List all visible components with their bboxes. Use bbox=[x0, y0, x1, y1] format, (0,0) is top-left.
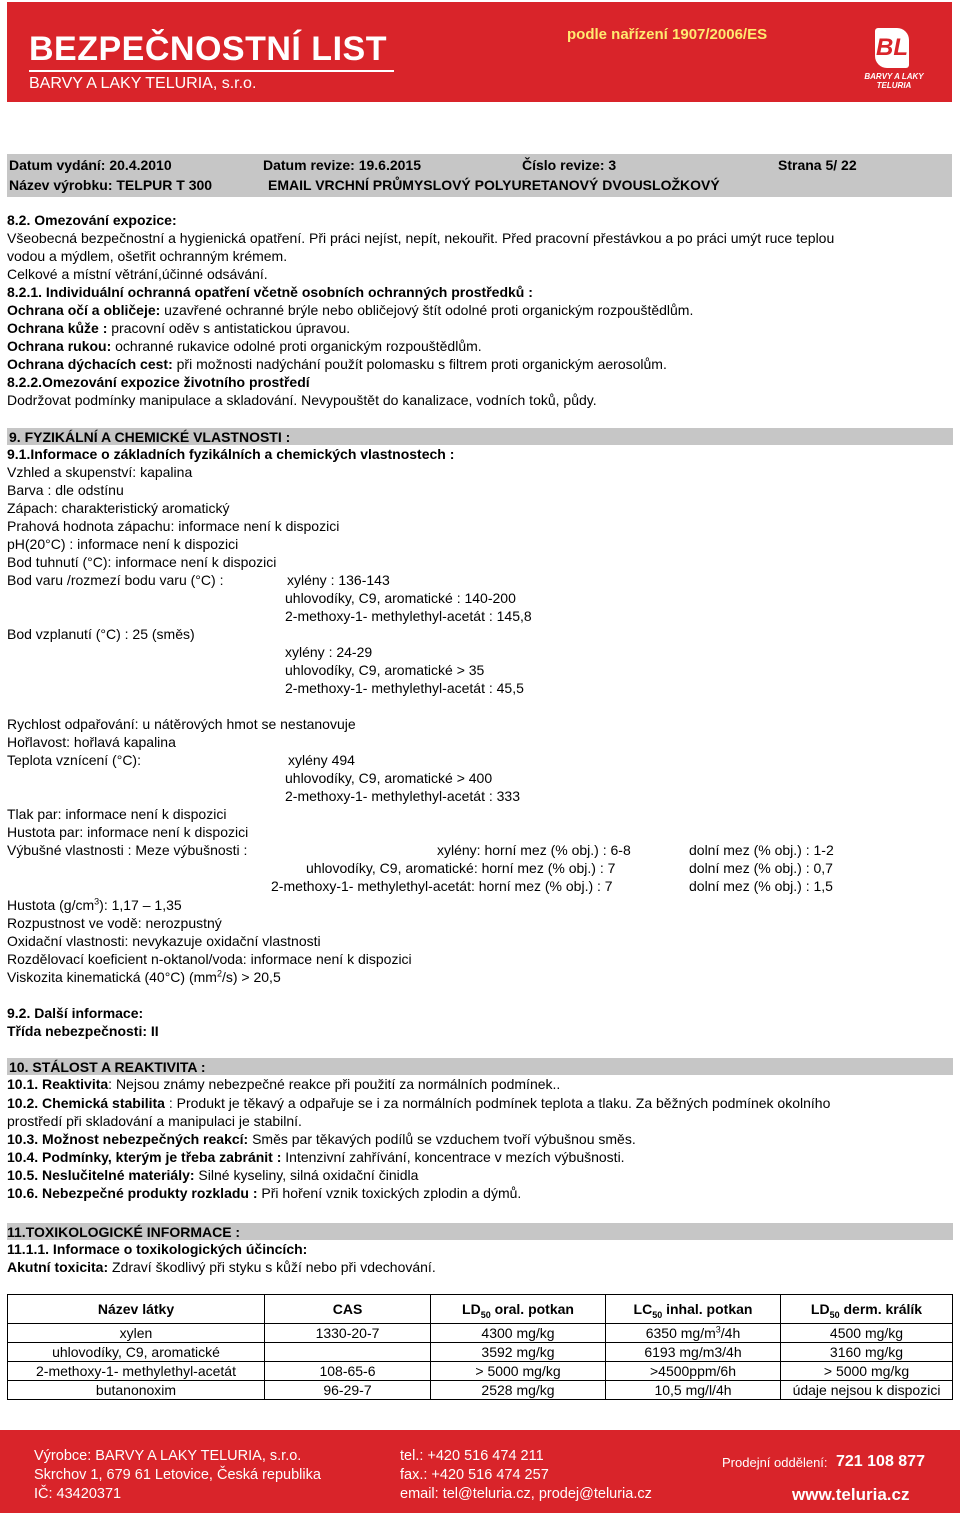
property-solubility: Rozpustnost ve vodě: nerozpustný bbox=[7, 915, 222, 931]
table-row bbox=[8, 1324, 953, 1343]
footer-banner bbox=[0, 1430, 960, 1513]
section-9-heading: 9. FYZIKÁLNÍ A CHEMICKÉ VLASTNOSTI : bbox=[9, 429, 291, 445]
cell-substance: butanonoxim bbox=[8, 1381, 265, 1400]
respiratory-protection-label: Ochrana dýchacích cest: bbox=[7, 356, 173, 372]
cell-ld50-derm: > 5000 mg/kg bbox=[781, 1362, 953, 1381]
cell-substance: uhlovodíky, C9, aromatické bbox=[8, 1343, 265, 1362]
s8-paragraph-line: Všeobecná bezpečnostní a hygienická opatření. Při práci nejíst, nepít, nekouřit. Před pracovní přestávkou a po práci umýt ruce teplou bbox=[7, 230, 835, 246]
header-lc50-inhal-text: LC bbox=[633, 1301, 653, 1317]
environmental-exposure-text: Dodržovat podmínky manipulace a skladování. Nevypouštět do kanalizace, vodních toků, půdy. bbox=[7, 392, 597, 408]
header-ld50-derm bbox=[781, 1295, 953, 1324]
property-flammability: Hořlavost: hořlavá kapalina bbox=[7, 734, 176, 750]
cell-cas: 1330-20-7 bbox=[265, 1324, 431, 1343]
cell-lc50-value: 6350 mg/m bbox=[645, 1325, 716, 1341]
section-8-2-1-heading: 8.2.1. Individuální ochranná opatření včetně osobních ochranných prostředků : bbox=[7, 284, 533, 300]
viscosity-text: Viskozita kinematická (40°C) (mm bbox=[7, 969, 217, 985]
chemical-stability bbox=[7, 1095, 830, 1112]
cell-ld50-derm: 4500 mg/kg bbox=[781, 1324, 953, 1343]
decomposition-products bbox=[7, 1185, 521, 1202]
flash-acetate: 2-methoxy-1- methylethyl-acetát : 45,5 bbox=[285, 680, 524, 696]
density-text: Hustota (g/cm bbox=[7, 897, 95, 913]
cell-lc50-inhal: 10,5 mg/l/4h bbox=[606, 1381, 781, 1400]
cell-lc50-inhal bbox=[606, 1324, 781, 1343]
footer-phone: tel.: +420 516 474 211 bbox=[400, 1448, 544, 1464]
density-unit-superscript: 3 bbox=[94, 896, 100, 907]
logo-text-line2: TELURIA bbox=[876, 81, 912, 90]
header-ld50-oral-suffix: oral. potkan bbox=[490, 1301, 574, 1317]
cell-substance: 2-methoxy-1- methylethyl-acetát bbox=[8, 1362, 265, 1381]
incompatible-materials bbox=[7, 1167, 418, 1184]
property-vapour-density: Hustota par: informace není k dispozici bbox=[7, 824, 249, 840]
cell-ld50-oral: 3592 mg/kg bbox=[431, 1343, 606, 1362]
respiratory-protection-text: při možnosti nadýchání použít polomasku s filtrem proti organickým aerosolům. bbox=[172, 356, 667, 372]
acute-toxicity bbox=[7, 1259, 436, 1276]
cell-ld50-oral: 4300 mg/kg bbox=[431, 1324, 606, 1343]
acute-toxicity-label: Akutní toxicita: bbox=[7, 1259, 109, 1275]
viscosity-unit-superscript: 2 bbox=[216, 968, 222, 979]
chemical-stability-continued: prostředí při skladování a manipulaci je stabilní. bbox=[7, 1113, 302, 1129]
footer-address: Skrchov 1, 679 61 Letovice, Česká republika bbox=[34, 1467, 321, 1483]
cell-lc50-superscript: 3 bbox=[715, 1324, 721, 1335]
title-underline bbox=[29, 70, 394, 72]
header-ld50-derm-text: LD bbox=[810, 1301, 830, 1317]
cell-lc50-inhal: 6193 mg/m3/4h bbox=[606, 1343, 781, 1362]
section-11-1-1-heading: 11.1.1. Informace o toxikologických účincích: bbox=[7, 1241, 308, 1257]
section-11-heading: 11.TOXIKOLOGICKÉ INFORMACE : bbox=[7, 1224, 241, 1240]
hazardous-reactions-label: 10.3. Možnost nebezpečných reakcí: bbox=[7, 1131, 249, 1147]
logo-text-line1: BARVY A LAKY bbox=[864, 72, 924, 81]
skin-protection bbox=[7, 320, 350, 337]
toxicity-table bbox=[7, 1294, 953, 1400]
explosive-lower-acetate: dolní mez (% obj.) : 1,5 bbox=[689, 878, 833, 894]
table-row bbox=[8, 1343, 953, 1362]
property-boiling-label: Bod varu /rozmezí bodu varu (°C) : bbox=[7, 572, 224, 588]
cell-ld50-derm: údaje nejsou k dispozici bbox=[781, 1381, 953, 1400]
explosive-upper-hydrocarbons: uhlovodíky, C9, aromatické: horní mez (% obj.) : 7 bbox=[306, 860, 616, 876]
table-header-row bbox=[8, 1295, 953, 1324]
explosive-lower-hydrocarbons: dolní mez (% obj.) : 0,7 bbox=[689, 860, 833, 876]
property-odour: Zápach: charakteristický aromatický bbox=[7, 500, 230, 516]
cell-ld50-oral: > 5000 mg/kg bbox=[431, 1362, 606, 1381]
flash-hydrocarbons: uhlovodíky, C9, aromatické > 35 bbox=[285, 662, 485, 678]
company-logo bbox=[849, 28, 939, 90]
hand-protection-text: ochranné rukavice odolné proti organickým rozpouštědlům. bbox=[111, 338, 482, 354]
boiling-xylenes: xylény : 136-143 bbox=[287, 572, 390, 588]
explosive-lower-xylenes: dolní mez (% obj.) : 1-2 bbox=[689, 842, 834, 858]
s8-paragraph-line: vodou a mýdlem, ošetřit ochranným krémem. bbox=[7, 248, 288, 264]
incompatible-materials-text: Silné kyseliny, silná oxidační činidla bbox=[194, 1167, 419, 1183]
incompatible-materials-label: 10.5. Neslučitelné materiály: bbox=[7, 1167, 195, 1183]
conditions-to-avoid-label: 10.4. Podmínky, kterým je třeba zabránit : bbox=[7, 1149, 282, 1165]
header-substance: Název látky bbox=[8, 1295, 265, 1324]
reactivity-label: 10.1. Reaktivita bbox=[7, 1076, 109, 1092]
revision-date: Datum revize: 19.6.2015 bbox=[263, 157, 421, 173]
header-ld50-derm-suffix: derm. králík bbox=[839, 1301, 923, 1317]
decomposition-products-text: Při hoření vznik toxických zplodin a dýmů. bbox=[257, 1185, 522, 1201]
footer-company-id: IČ: 43420371 bbox=[34, 1486, 122, 1502]
hazardous-reactions bbox=[7, 1131, 636, 1148]
eye-protection-label: Ochrana očí a obličeje: bbox=[7, 302, 161, 318]
hand-protection-label: Ochrana rukou: bbox=[7, 338, 112, 354]
eye-protection bbox=[7, 302, 693, 319]
respiratory-protection bbox=[7, 356, 667, 373]
skin-protection-label: Ochrana kůže : bbox=[7, 320, 108, 336]
header-lc50-inhal bbox=[606, 1295, 781, 1324]
section-8-2-2-heading: 8.2.2.Omezování expozice životního prostředí bbox=[7, 374, 310, 390]
logo-mark: BL bbox=[875, 28, 909, 68]
cell-ld50-derm: 3160 mg/kg bbox=[781, 1343, 953, 1362]
product-label: Název výrobku: TELPUR T 300 bbox=[9, 177, 213, 193]
section-10-heading: 10. STÁLOST A REAKTIVITA : bbox=[9, 1059, 206, 1075]
chemical-stability-text: : Produkt je těkavý a odpařuje se i za normálních podmínek teplota a tlaku. Za běžných podmínek okolního bbox=[164, 1095, 831, 1111]
explosive-upper-acetate: 2-methoxy-1- methylethyl-acetát: horní mez (% obj.) : 7 bbox=[271, 878, 613, 894]
footer-fax: fax.: +420 516 474 257 bbox=[400, 1467, 549, 1483]
ignition-acetate: 2-methoxy-1- methylethyl-acetát : 333 bbox=[285, 788, 520, 804]
footer-sales-label: Prodejní oddělení: bbox=[722, 1455, 828, 1470]
footer-producer: Výrobce: BARVY A LAKY TELURIA, s.r.o. bbox=[34, 1448, 302, 1464]
page-number: Strana 5/ 22 bbox=[778, 157, 857, 173]
property-odour-threshold: Prahová hodnota zápachu: informace není k dispozici bbox=[7, 518, 340, 534]
header-lc50-inhal-sub: 50 bbox=[652, 1309, 663, 1320]
product-name: EMAIL VRCHNÍ PRŮMYSLOVÝ POLYURETANOVÝ DVOUSLOŽKOVÝ bbox=[268, 177, 720, 193]
property-melting-point: Bod tuhnutí (°C): informace není k dispozici bbox=[7, 554, 277, 570]
header-banner bbox=[7, 2, 952, 102]
explosive-upper-xylenes: xylény: horní mez (% obj.) : 6-8 bbox=[437, 842, 631, 858]
header-cas: CAS bbox=[265, 1295, 431, 1324]
cell-ld50-oral: 2528 mg/kg bbox=[431, 1381, 606, 1400]
section-9-2-heading: 9.2. Další informace: bbox=[7, 1005, 144, 1021]
table-row bbox=[8, 1362, 953, 1381]
density-value: ): 1,17 – 1,35 bbox=[99, 897, 182, 913]
property-flash-point: Bod vzplanutí (°C) : 25 (směs) bbox=[7, 626, 195, 642]
ignition-xylenes: xylény 494 bbox=[288, 752, 355, 768]
property-partition: Rozdělovací koeficient n-oktanol/voda: informace není k dispozici bbox=[7, 951, 412, 967]
footer-website: www.teluria.cz bbox=[792, 1485, 910, 1504]
flash-xylenes: xylény : 24-29 bbox=[285, 644, 373, 660]
section-9-1-heading: 9.1.Informace o základních fyzikálních a chemických vlastnostech : bbox=[7, 446, 455, 462]
document-title: BEZPEČNOSTNÍ LIST bbox=[29, 30, 387, 68]
header-lc50-inhal-suffix: inhal. potkan bbox=[662, 1301, 753, 1317]
header-ld50-oral bbox=[431, 1295, 606, 1324]
property-viscosity bbox=[7, 969, 281, 986]
revision-number: Číslo revize: 3 bbox=[522, 157, 617, 173]
footer-email: email: tel@teluria.cz, prodej@teluria.cz bbox=[400, 1486, 652, 1502]
footer-sales-number: 721 108 877 bbox=[836, 1453, 925, 1470]
issue-date: Datum vydání: 20.4.2010 bbox=[9, 157, 172, 173]
eye-protection-text: uzavřené ochranné brýle nebo obličejový štít odolné proti organickým rozpouštědlům. bbox=[160, 302, 694, 318]
property-explosive-label: Výbušné vlastnosti : Meze výbušnosti : bbox=[7, 842, 248, 858]
ignition-hydrocarbons: uhlovodíky, C9, aromatické > 400 bbox=[285, 770, 493, 786]
cell-cas: 96-29-7 bbox=[265, 1381, 431, 1400]
header-ld50-oral-sub: 50 bbox=[480, 1309, 491, 1320]
property-color: Barva : dle odstínu bbox=[7, 482, 124, 498]
skin-protection-text: pracovní oděv s antistatickou úpravou. bbox=[107, 320, 351, 336]
cell-lc50-suffix: /4h bbox=[720, 1325, 741, 1341]
cell-cas bbox=[265, 1343, 431, 1362]
boiling-acetate: 2-methoxy-1- methylethyl-acetát : 145,8 bbox=[285, 608, 532, 624]
property-appearance: Vzhled a skupenství: kapalina bbox=[7, 464, 193, 480]
property-ph: pH(20°C) : informace není k dispozici bbox=[7, 536, 239, 552]
property-ignition-label: Teplota vznícení (°C): bbox=[7, 752, 141, 768]
hazardous-reactions-text: Směs par těkavých podílů se vzduchem tvoří výbušnou směs. bbox=[248, 1131, 636, 1147]
reactivity bbox=[7, 1076, 560, 1093]
hand-protection bbox=[7, 338, 482, 355]
property-density bbox=[7, 897, 182, 914]
conditions-to-avoid bbox=[7, 1149, 625, 1166]
acute-toxicity-text: Zdraví škodlivý při styku s kůží nebo při vdechování. bbox=[108, 1259, 436, 1275]
viscosity-value: /s) > 20,5 bbox=[221, 969, 281, 985]
cell-substance: xylen bbox=[8, 1324, 265, 1343]
property-vapour-pressure: Tlak par: informace není k dispozici bbox=[7, 806, 227, 822]
boiling-hydrocarbons: uhlovodíky, C9, aromatické : 140-200 bbox=[285, 590, 516, 606]
hazard-class: Třída nebezpečnosti: II bbox=[7, 1023, 159, 1039]
reactivity-text: : Nejsou známy nebezpečné reakce při použití za normálních podmínek.. bbox=[108, 1076, 561, 1092]
cell-lc50-inhal: >4500ppm/6h bbox=[606, 1362, 781, 1381]
conditions-to-avoid-text: Intenzivní zahřívání, koncentrace v mezích výbušnosti. bbox=[281, 1149, 625, 1165]
section-8-2-heading: 8.2. Omezování expozice: bbox=[7, 212, 177, 228]
regulation-reference: podle nařízení 1907/2006/ES bbox=[567, 26, 768, 43]
decomposition-products-label: 10.6. Nebezpečné produkty rozkladu : bbox=[7, 1185, 258, 1201]
header-ld50-derm-sub: 50 bbox=[829, 1309, 840, 1320]
cell-cas: 108-65-6 bbox=[265, 1362, 431, 1381]
s8-paragraph-line: Celkové a místní větrání,účinné odsávání. bbox=[7, 266, 268, 282]
property-oxidizing: Oxidační vlastnosti: nevykazuje oxidační vlastnosti bbox=[7, 933, 321, 949]
header-ld50-oral-text: LD bbox=[462, 1301, 481, 1317]
table-row bbox=[8, 1381, 953, 1400]
property-evaporation: Rychlost odpařování: u nátěrových hmot se nestanovuje bbox=[7, 716, 356, 732]
chemical-stability-label: 10.2. Chemická stabilita bbox=[7, 1095, 165, 1111]
company-name: BARVY A LAKY TELURIA, s.r.o. bbox=[29, 75, 257, 92]
